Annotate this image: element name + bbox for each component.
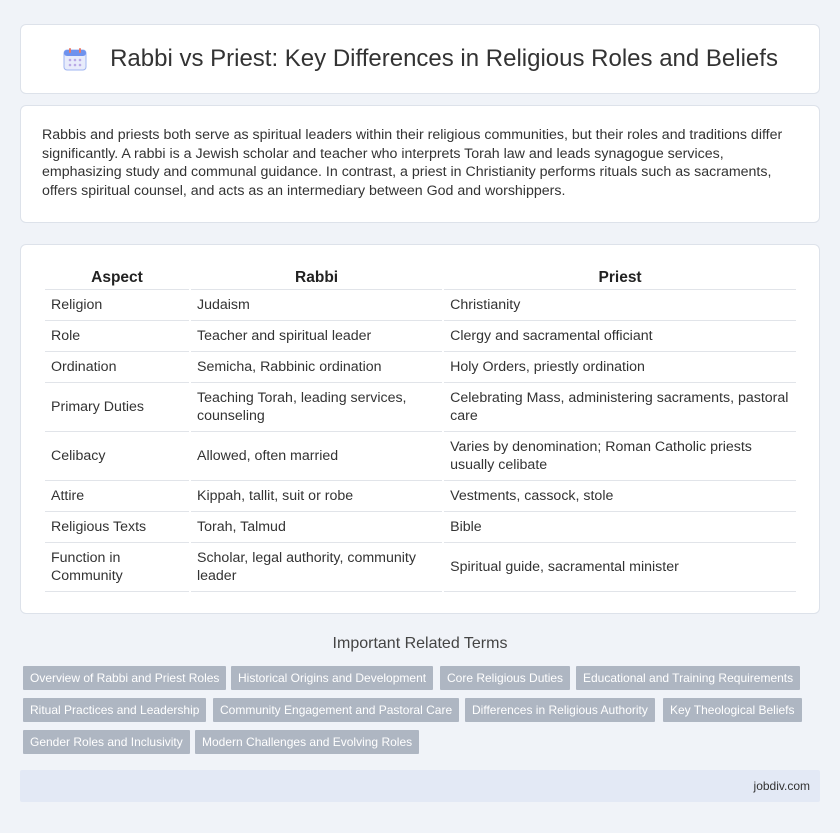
table-row (45, 290, 796, 321)
page-title: Rabbi vs Priest: Key Differences in Religious Roles and Beliefs (110, 45, 778, 72)
table-cell-priest: Clergy and sacramental officiant (444, 321, 796, 352)
table-row (45, 543, 796, 592)
related-term-tag[interactable]: Historical Origins and Development (231, 666, 433, 690)
table-cell-priest: Holy Orders, priestly ordination (444, 352, 796, 383)
related-term-tag[interactable]: Modern Challenges and Evolving Roles (195, 730, 419, 754)
header-rabbi: Rabbi (191, 263, 442, 290)
table-cell-priest: Vestments, cassock, stole (444, 481, 796, 512)
table-cell-rabbi: Semicha, Rabbinic ordination (191, 352, 442, 383)
table-row (45, 352, 796, 383)
table-cell-aspect: Ordination (45, 352, 189, 383)
table-cell-aspect: Religious Texts (45, 512, 189, 543)
table-cell-priest: Varies by denomination; Roman Catholic priests usually celibate (444, 432, 796, 481)
table-cell-rabbi: Torah, Talmud (191, 512, 442, 543)
table-cell-rabbi: Judaism (191, 290, 442, 321)
table-cell-rabbi: Scholar, legal authority, community leader (191, 543, 442, 592)
related-term-tag[interactable]: Key Theological Beliefs (663, 698, 802, 722)
table-header-row (45, 263, 796, 290)
related-terms-title: Important Related Terms (332, 635, 508, 652)
comparison-table (43, 263, 798, 592)
table-cell-rabbi: Allowed, often married (191, 432, 442, 481)
related-term-tag[interactable]: Gender Roles and Inclusivity (23, 730, 190, 754)
related-term-tag[interactable]: Community Engagement and Pastoral Care (213, 698, 459, 722)
header-priest: Priest (444, 263, 796, 290)
intro-card (20, 105, 820, 223)
related-term-tag[interactable]: Differences in Religious Authority (465, 698, 655, 722)
table-cell-aspect: Celibacy (45, 432, 189, 481)
related-term-tag[interactable]: Overview of Rabbi and Priest Roles (23, 666, 226, 690)
related-term-tag[interactable]: Educational and Training Requirements (576, 666, 800, 690)
footer-site-link[interactable]: jobdiv.com (753, 779, 810, 793)
table-row (45, 321, 796, 352)
table-cell-rabbi: Teaching Torah, leading services, counseling (191, 383, 442, 432)
table-cell-aspect: Role (45, 321, 189, 352)
table-cell-rabbi: Teacher and spiritual leader (191, 321, 442, 352)
table-row (45, 481, 796, 512)
table-cell-priest: Spiritual guide, sacramental minister (444, 543, 796, 592)
table-cell-rabbi: Kippah, tallit, suit or robe (191, 481, 442, 512)
related-term-tag[interactable]: Core Religious Duties (440, 666, 570, 690)
table-cell-priest: Christianity (444, 290, 796, 321)
footer-bar (20, 770, 820, 802)
table-cell-aspect: Primary Duties (45, 383, 189, 432)
related-term-tag[interactable]: Ritual Practices and Leadership (23, 698, 206, 722)
header-card (20, 24, 820, 94)
comparison-card (20, 244, 820, 614)
table-cell-priest: Bible (444, 512, 796, 543)
header-aspect: Aspect (45, 263, 189, 290)
table-row (45, 512, 796, 543)
table-cell-aspect: Attire (45, 481, 189, 512)
table-row (45, 432, 796, 481)
table-cell-priest: Celebrating Mass, administering sacraments, pastoral care (444, 383, 796, 432)
intro-text: Rabbis and priests both serve as spiritual leaders within their religious communities, but their roles and traditions differ significantly. A rabbi is a Jewish scholar and teacher who interprets Torah law and leads synagogue services, emphasizing study and communal guidance. In contrast, a priest in Christianity performs rituals such as sacraments, offers spiritual counsel, and acts as an intermediary between God and worshippers. (42, 127, 783, 199)
table-cell-aspect: Function in Community (45, 543, 189, 592)
table-cell-aspect: Religion (45, 290, 189, 321)
table-row (45, 383, 796, 432)
calendar-icon (62, 46, 88, 72)
